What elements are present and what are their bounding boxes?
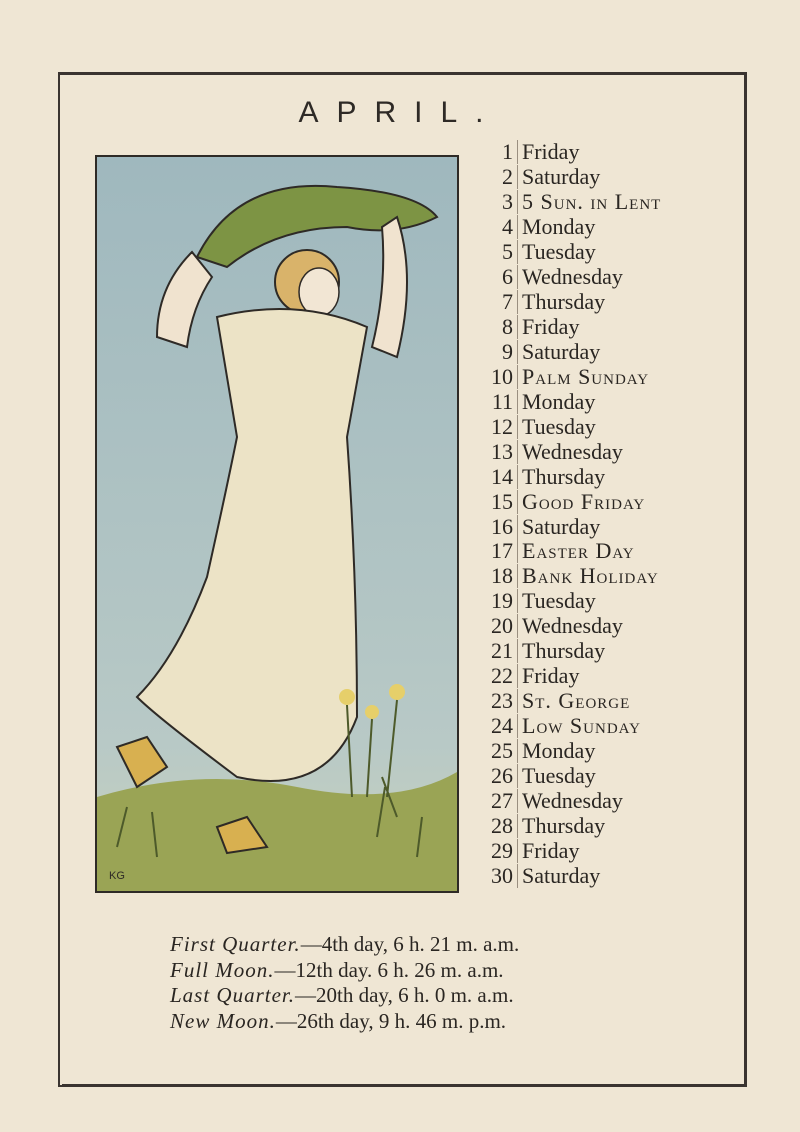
day-number: 4 (480, 215, 518, 239)
weekday-label: Monday (522, 737, 596, 763)
day-number: 25 (480, 739, 518, 763)
day-row (480, 290, 740, 315)
day-number: 7 (480, 290, 518, 314)
day-row (480, 539, 740, 564)
holiday-label: 5 Sun. in Lent (522, 189, 662, 215)
day-row (480, 489, 740, 514)
weekday-label: Monday (522, 214, 596, 240)
weekday-label: Wednesday (522, 613, 623, 639)
day-row (480, 639, 740, 664)
day-number: 10 (480, 365, 518, 389)
day-number: 23 (480, 689, 518, 713)
day-row (480, 464, 740, 489)
day-number: 18 (480, 564, 518, 588)
holiday-label: Good Friday (522, 488, 646, 514)
day-row (480, 514, 740, 539)
day-row (480, 739, 740, 764)
day-number: 28 (480, 814, 518, 838)
day-number: 15 (480, 490, 518, 514)
day-list (480, 140, 740, 888)
moon-phases (170, 932, 519, 1034)
day-number: 12 (480, 415, 518, 439)
day-row (480, 140, 740, 165)
day-number: 30 (480, 864, 518, 888)
day-number: 9 (480, 340, 518, 364)
weekday-label: Tuesday (522, 762, 596, 788)
weekday-label: Thursday (522, 463, 606, 489)
day-number: 8 (480, 315, 518, 339)
holiday-label: Low Sunday (522, 713, 641, 739)
day-number: 17 (480, 539, 518, 563)
weekday-label: Saturday (522, 164, 601, 190)
day-row (480, 813, 740, 838)
day-row (480, 364, 740, 389)
girl-dancing-illustration-icon (97, 157, 457, 891)
svg-text:KG: KG (109, 870, 125, 882)
moon-phase-name: Last Quarter. (170, 983, 296, 1007)
day-row (480, 414, 740, 439)
day-number: 11 (480, 390, 518, 414)
day-row (480, 838, 740, 863)
day-number: 1 (480, 140, 518, 164)
day-row (480, 863, 740, 888)
day-row (480, 689, 740, 714)
weekday-label: Tuesday (522, 239, 596, 265)
weekday-label: Wednesday (522, 438, 623, 464)
day-number: 22 (480, 664, 518, 688)
day-row (480, 614, 740, 639)
day-number: 29 (480, 839, 518, 863)
day-row (480, 340, 740, 365)
day-number: 2 (480, 165, 518, 189)
day-row (480, 714, 740, 739)
holiday-label: Palm Sunday (522, 363, 650, 389)
day-row (480, 240, 740, 265)
moon-phase-line (170, 932, 519, 958)
day-number: 14 (480, 465, 518, 489)
moon-phase-time: —26th day, 9 h. 46 m. p.m. (275, 1008, 507, 1033)
day-row (480, 389, 740, 414)
day-number: 3 (480, 190, 518, 214)
day-number: 5 (480, 240, 518, 264)
weekday-label: Thursday (522, 289, 606, 315)
weekday-label: Friday (522, 663, 580, 689)
day-row (480, 664, 740, 689)
day-row (480, 763, 740, 788)
day-row (480, 589, 740, 614)
weekday-label: Monday (522, 388, 596, 414)
weekday-label: Thursday (522, 812, 606, 838)
day-row (480, 788, 740, 813)
day-number: 26 (480, 764, 518, 788)
moon-phase-time: —4th day, 6 h. 21 m. a.m. (300, 932, 520, 956)
weekday-label: Saturday (522, 513, 601, 539)
moon-phase-time: —20th day, 6 h. 0 m. a.m. (295, 983, 514, 1007)
day-number: 24 (480, 714, 518, 738)
weekday-label: Friday (522, 314, 580, 340)
holiday-label: Bank Holiday (522, 563, 659, 589)
day-row (480, 564, 740, 589)
day-row (480, 165, 740, 190)
moon-phase-name: Full Moon. (170, 957, 275, 982)
day-number: 16 (480, 515, 518, 539)
month-title: APRIL. (298, 96, 502, 129)
weekday-label: Saturday (522, 338, 601, 364)
page-border-bottom-rule (62, 1084, 745, 1086)
moon-phase-line (170, 958, 519, 984)
day-number: 20 (480, 614, 518, 638)
day-number: 27 (480, 789, 518, 813)
day-row (480, 315, 740, 340)
weekday-label: Friday (522, 139, 580, 165)
day-row (480, 265, 740, 290)
moon-phase-name: New Moon. (170, 1008, 276, 1033)
day-number: 13 (480, 440, 518, 464)
holiday-label: Easter Day (522, 538, 635, 564)
weekday-label: Wednesday (522, 787, 623, 813)
illustration (95, 155, 459, 893)
weekday-label: Tuesday (522, 413, 596, 439)
moon-phase-line (170, 1009, 519, 1035)
day-number: 6 (480, 265, 518, 289)
weekday-label: Tuesday (522, 588, 596, 614)
weekday-label: Thursday (522, 638, 606, 664)
weekday-label: Wednesday (522, 264, 623, 290)
day-number: 19 (480, 589, 518, 613)
holiday-label: St. George (522, 688, 631, 714)
moon-phase-name: First Quarter. (170, 932, 301, 956)
moon-phase-line (170, 983, 519, 1009)
weekday-label: Friday (522, 837, 580, 863)
day-row (480, 190, 740, 215)
day-row (480, 439, 740, 464)
moon-phase-time: —12th day. 6 h. 26 m. a.m. (274, 957, 504, 982)
weekday-label: Saturday (522, 862, 601, 888)
day-number: 21 (480, 639, 518, 663)
day-row (480, 215, 740, 240)
